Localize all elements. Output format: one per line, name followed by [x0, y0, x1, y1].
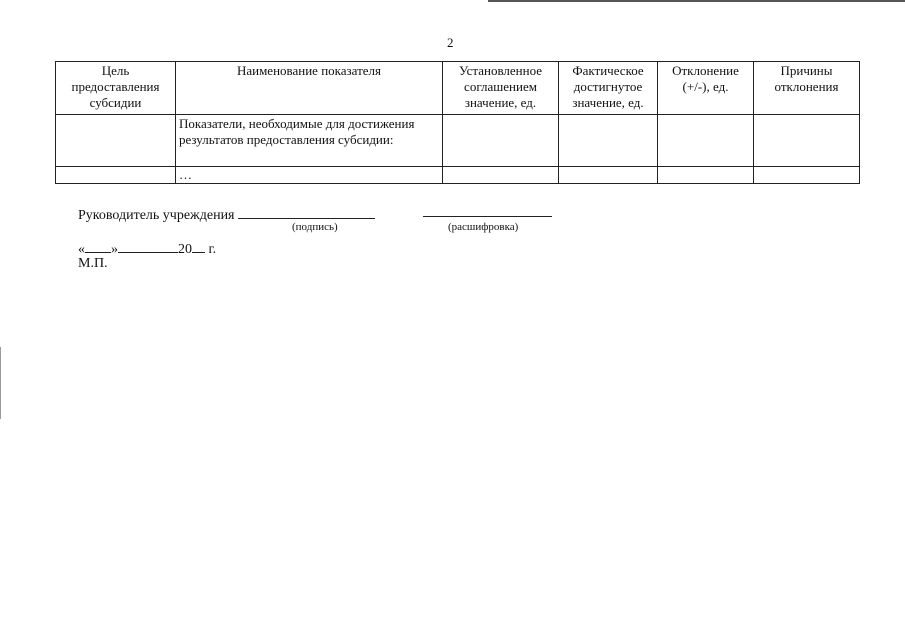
year-blank	[192, 238, 205, 253]
month-blank	[118, 238, 178, 253]
date-line	[78, 238, 216, 258]
stamp-label: М.П.	[78, 256, 108, 271]
cell-subsidy-goal	[56, 115, 176, 167]
indicators-table	[55, 61, 860, 184]
cell-subsidy-goal	[56, 167, 176, 184]
cell-deviation-reasons	[754, 167, 860, 184]
cell-agreed-value	[443, 167, 559, 184]
table-row	[56, 167, 860, 184]
cell-actual-value	[559, 167, 658, 184]
cell-deviation-reasons	[754, 115, 860, 167]
signature-blank	[238, 204, 375, 219]
header-agreed-value: Установленное соглашением значение, ед.	[443, 62, 559, 115]
table-header-row	[56, 62, 860, 115]
cell-deviation	[658, 115, 754, 167]
page-number: 2	[447, 35, 454, 50]
header-actual-value: Фактическое достигнутое значение, ед.	[559, 62, 658, 115]
date-open-quote: «	[78, 242, 85, 257]
top-rule	[488, 0, 905, 2]
table-row	[56, 115, 860, 167]
decoding-blank	[423, 216, 552, 217]
signature-caption: (подпись)	[292, 221, 338, 233]
cell-actual-value	[559, 115, 658, 167]
day-blank	[85, 238, 111, 253]
header-deviation-reasons: Причины отклонения	[754, 62, 860, 115]
cell-deviation	[658, 167, 754, 184]
cell-indicator-name: …	[176, 167, 443, 184]
header-deviation: Отклонение (+/-), ед.	[658, 62, 754, 115]
scan-edge-mark	[0, 347, 1, 419]
decoding-caption: (расшифровка)	[448, 221, 519, 233]
cell-agreed-value	[443, 115, 559, 167]
date-close-quote: »	[111, 242, 118, 257]
head-label: Руководитель учреждения	[78, 208, 235, 223]
year-suffix: г.	[208, 242, 217, 257]
header-subsidy-goal: Цель предоставления субсидии	[56, 62, 176, 115]
year-prefix: 20	[178, 242, 192, 257]
cell-indicator-name: Показатели, необходимые для достижения результатов предоставления субсидии:	[176, 115, 443, 167]
header-indicator-name: Наименование показателя	[176, 62, 443, 115]
